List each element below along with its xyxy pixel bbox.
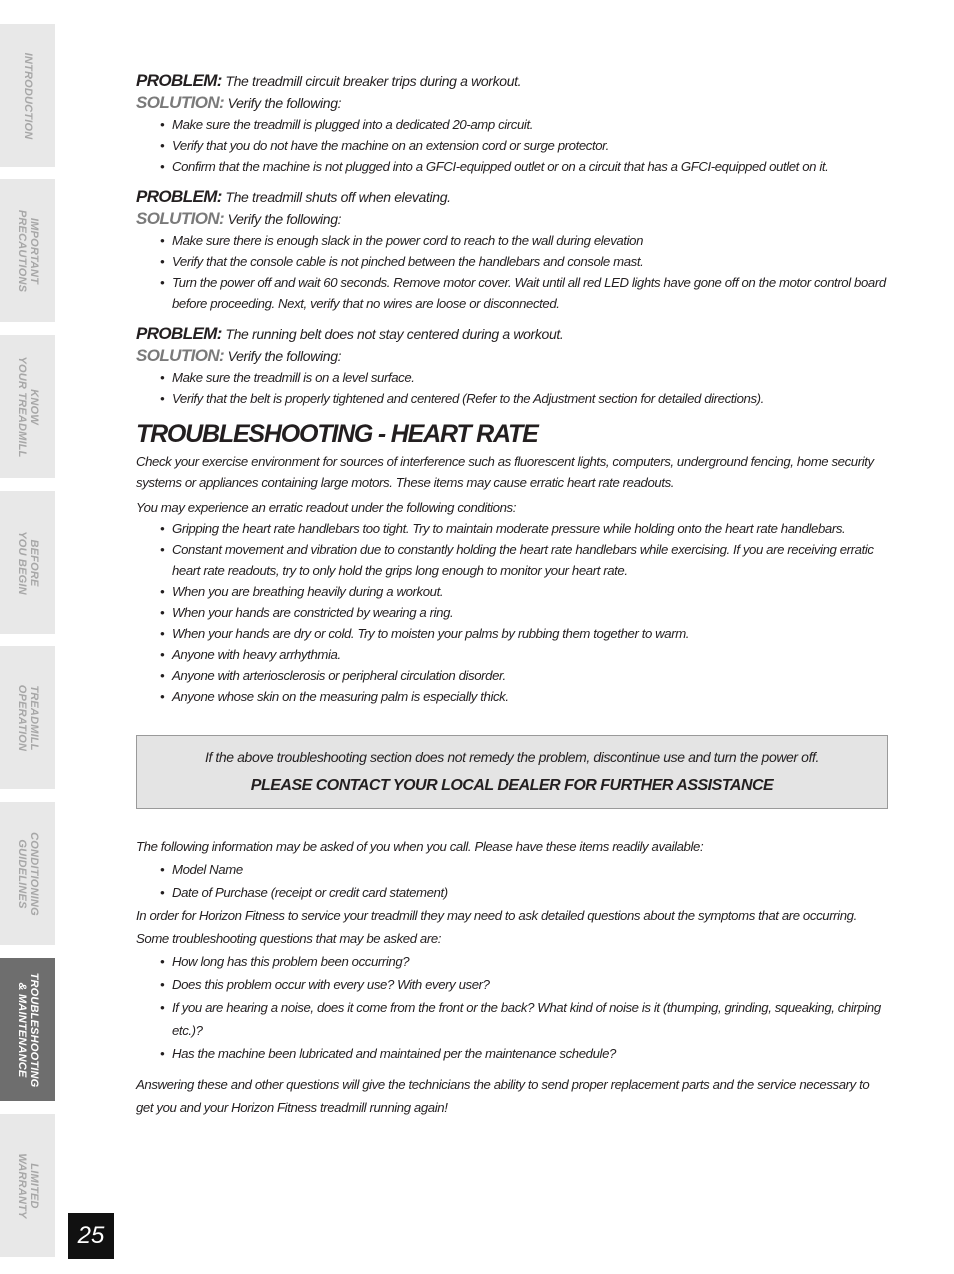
list-item: • Has the machine been lubricated and maintained per the maintenance schedule? (160, 1042, 888, 1065)
tab-label: BEFORE YOU BEGIN (15, 530, 40, 595)
solution-list (136, 230, 888, 314)
list-item: • Model Name (160, 858, 888, 881)
closing-paragraph: Answering these and other questions will give the technicians the ability to send proper replacement parts and the service necessary to get you and your Horizon Fitness treadmill running again! (136, 1077, 870, 1115)
tab-label: KNOW YOUR TREADMILL (15, 355, 40, 458)
tab-label: CONDITIONING GUIDELINES (15, 831, 40, 916)
solution-text: Verify the following: (227, 95, 342, 111)
solution-line (136, 92, 888, 114)
list-item: • Constant movement and vibration due to constantly holding the heart rate handlebars while exercising. If you are receiving erratic heart rate readouts, try to only hold the grips long enough to monitor your heart rate. (160, 539, 888, 581)
solution-label: SOLUTION: (136, 209, 225, 228)
problem-label: PROBLEM: (136, 187, 222, 206)
solution-text: Verify the following: (227, 348, 342, 364)
problem-line (136, 186, 888, 208)
service-intro: In order for Horizon Fitness to service your treadmill they may need to ask detailed questions about the symptoms that are occurring. Some troubleshooting questions that may be asked are: (136, 908, 857, 946)
section-title: TROUBLESHOOTING - HEART RATE (136, 420, 538, 448)
list-item: • Turn the power off and wait 60 seconds. Remove motor cover. Wait until all red LED lights have gone off on the motor control board before proceeding. Next, verify that no wires are loose or disconnected. (160, 272, 888, 314)
tab-limited-warranty[interactable] (0, 1114, 55, 1258)
solution-list (136, 367, 888, 409)
solution-text: Verify the following: (227, 211, 342, 227)
problem-label: PROBLEM: (136, 71, 222, 90)
list-item: • Verify that the belt is properly tightened and centered (Refer to the Adjustment section for detailed directions). (160, 388, 888, 409)
solution-label: SOLUTION: (136, 346, 225, 365)
tab-label: INTRODUCTION (21, 52, 34, 139)
call-info-list (136, 858, 888, 904)
problem-line (136, 323, 888, 345)
list-item: • When your hands are constricted by wearing a ring. (160, 602, 888, 623)
tab-introduction[interactable] (0, 24, 55, 168)
conditions-list (136, 518, 888, 707)
problem-text: The treadmill shuts off when elevating. (225, 189, 451, 205)
tab-label: LIMITED WARRANTY (15, 1152, 40, 1219)
tab-know-your-treadmill[interactable] (0, 335, 55, 479)
list-item: • Make sure the treadmill is plugged into a dedicated 20-amp circuit. (160, 114, 888, 135)
list-item: • Anyone with arteriosclerosis or peripheral circulation disorder. (160, 665, 888, 686)
tab-label: IMPORTANT PRECAUTIONS (15, 209, 40, 292)
problem-text: The treadmill circuit breaker trips during a workout. (225, 73, 522, 89)
list-item: • If you are hearing a noise, does it come from the front or the back? What kind of noise is it (thumping, grinding, squeaking, chirping etc.)? (160, 996, 888, 1042)
list-item: • Does this problem occur with every use? With every user? (160, 973, 888, 996)
list-item: • Make sure there is enough slack in the power cord to reach to the wall during elevation (160, 230, 888, 251)
list-item: • When your hands are dry or cold. Try to moisten your palms by rubbing them together to warm. (160, 623, 888, 644)
list-item: • Gripping the heart rate handlebars too tight. Try to maintain moderate pressure while holding onto the heart rate handlebars. (160, 518, 888, 539)
problem-text: The running belt does not stay centered during a workout. (225, 326, 564, 342)
problem-label: PROBLEM: (136, 324, 222, 343)
notice-box (136, 735, 888, 809)
heart-rate-intro: Check your exercise environment for sources of interference such as fluorescent lights, computers, underground fencing, home security systems or appliances containing large motors. These items may cause erratic heart rate readouts. (136, 454, 874, 490)
tab-treadmill-operation[interactable] (0, 646, 55, 790)
list-item: • Anyone with heavy arrhythmia. (160, 644, 888, 665)
solution-line (136, 208, 888, 230)
list-item: • Date of Purchase (receipt or credit card statement) (160, 881, 888, 904)
list-item: • Make sure the treadmill is on a level surface. (160, 367, 888, 388)
tab-label: TROUBLESHOOTING & MAINTENANCE (15, 972, 40, 1087)
problem-block (136, 70, 888, 177)
call-info-intro: The following information may be asked of you when you call. Please have these items readily available: (136, 839, 704, 854)
list-item: • When you are breathing heavily during a workout. (160, 581, 888, 602)
problem-block (136, 186, 888, 314)
problem-line (136, 70, 888, 92)
questions-list (136, 950, 888, 1065)
page-number: 25 (68, 1213, 114, 1259)
list-item: • Verify that the console cable is not pinched between the handlebars and console mast. (160, 251, 888, 272)
notice-text: If the above troubleshooting section does not remedy the problem, discontinue use and turn the power off. (204, 749, 820, 765)
problem-block (136, 323, 888, 409)
conditions-intro: You may experience an erratic readout under the following conditions: (136, 500, 516, 515)
list-item: • Confirm that the machine is not plugged into a GFCI-equipped outlet or on a circuit that has a GFCI-equipped outlet on it. (160, 156, 888, 177)
tab-label: TREADMILL OPERATION (15, 684, 40, 751)
solution-line (136, 345, 888, 367)
tab-conditioning-guidelines[interactable] (0, 802, 55, 946)
tab-before-you-begin[interactable] (0, 491, 55, 635)
list-item: • Verify that you do not have the machine on an extension cord or surge protector. (160, 135, 888, 156)
tab-important-precautions[interactable] (0, 179, 55, 323)
page-content (136, 70, 888, 1119)
solution-list (136, 114, 888, 177)
list-item: • Anyone whose skin on the measuring palm is especially thick. (160, 686, 888, 707)
tab-troubleshooting-maintenance[interactable] (0, 958, 55, 1102)
solution-label: SOLUTION: (136, 93, 225, 112)
notice-contact: PLEASE CONTACT YOUR LOCAL DEALER FOR FURTHER ASSISTANCE (250, 777, 774, 794)
list-item: • How long has this problem been occurring? (160, 950, 888, 973)
